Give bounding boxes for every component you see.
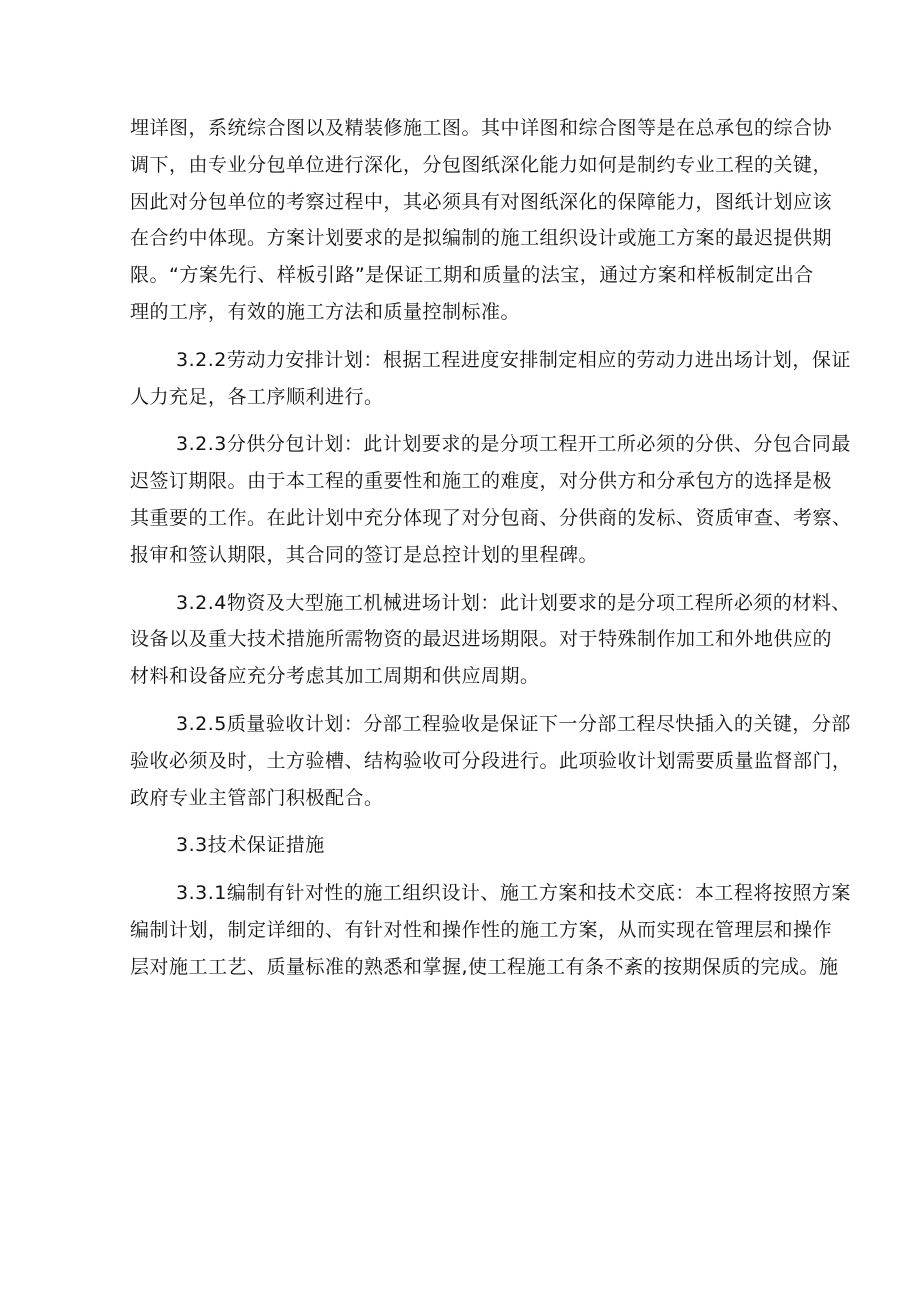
text-line: 人力充足，各工序顺利进行。 [130,385,384,408]
text-line: 编制计划，制定详细的、有针对性和操作性的施工方案，从而实现在管理层和操作 [130,918,833,941]
text-line: 在合约中体现。方案计划要求的是拟编制的施工组织设计或施工方案的最迟提供期 [130,227,833,250]
paragraph-3-3-1 [130,875,864,985]
paragraph-3-2-4 [130,585,864,695]
text-line: 其重要的工作。在此计划中充分体现了对分包商、分供商的发标、资质审查、考察、 [130,506,852,529]
paragraph-drawing-plan [130,110,864,331]
text-line: 3.2.3分供分包计划：此计划要求的是分项工程开工所必须的分供、分包合同最 [176,433,851,456]
text-line: 埋详图，系统综合图以及精装修施工图。其中详图和综合图等是在总承包的综合协 [130,117,833,139]
text-line: 层对施工工艺、质量标准的熟悉和掌握,使工程施工有条不紊的按期保质的完成。施 [130,955,839,978]
text-line: 限。“方案先行、样板引路”是保证工期和质量的法宝，通过方案和样板制定出合 [130,264,814,287]
paragraph-3-2-3 [130,426,864,573]
text-line: 3.2.5质量验收计划：分部工程验收是保证下一分部工程尽快插入的关键，分部 [176,712,851,735]
text-line: 调下，由专业分包单位进行深化，分包图纸深化能力如何是制约专业工程的关键， [130,153,833,176]
text-line: 因此对分包单位的考察过程中，其必须具有对图纸深化的保障能力，图纸计划应该 [130,190,833,213]
paragraph-3-2-5 [130,706,864,816]
text-line: 3.2.4物资及大型施工机械进场计划：此计划要求的是分项工程所必须的材料、 [176,591,851,614]
text-line: 政府专业主管部门积极配合。 [130,786,384,809]
text-line: 3.3技术保证措施 [176,834,325,857]
text-line: 报审和签认期限，其合同的签订是总控计划的里程碑。 [130,543,599,566]
text-line: 理的工序，有效的施工方法和质量控制标准。 [130,300,521,323]
text-line: 迟签订期限。由于本工程的重要性和施工的难度，对分供方和分承包方的选择是极 [130,470,833,493]
text-line: 3.2.2劳动力安排计划：根据工程进度安排制定相应的劳动力进出场计划，保证 [176,348,851,371]
text-line: 设备以及重大技术措施所需物资的最迟进场期限。对于特殊制作加工和外地供应的 [130,628,833,651]
text-line: 3.3.1编制有针对性的施工组织设计、施工方案和技术交底：本工程将按照方案 [176,882,851,905]
text-line: 材料和设备应充分考虑其加工周期和供应周期。 [130,665,540,688]
paragraph-3-2-2 [130,342,864,416]
document-body [130,110,864,986]
section-heading-3-3 [130,827,864,864]
text-line: 验收必须及时，土方验槽、结构验收可分段进行。此项验收计划需要质量监督部门， [130,749,852,772]
